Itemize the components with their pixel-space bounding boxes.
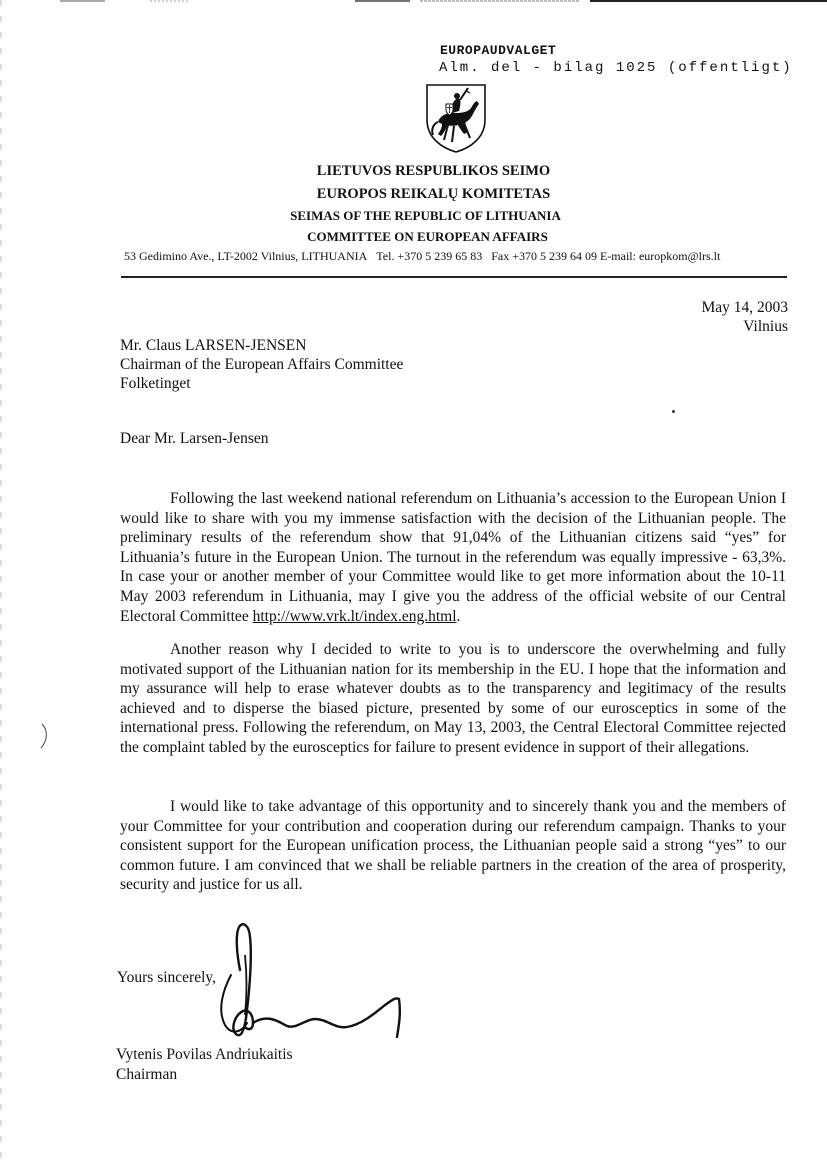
- letter-date: May 14, 2003: [701, 299, 788, 316]
- recipient-block: [120, 336, 403, 393]
- letter-place: Vilnius: [743, 318, 788, 335]
- letterhead-address-line: [124, 249, 720, 264]
- electoral-committee-link[interactable]: http://www.vrk.lt/index.eng.html: [252, 607, 457, 625]
- recipient-title: Chairman of the European Affairs Committee: [120, 356, 404, 373]
- margin-hole-mark: [38, 722, 52, 750]
- recipient-organization: Folketinget: [120, 375, 191, 392]
- body-paragraph-2: Another reason why I decided to write to you is to underscore the overwhelming and fully motivated support of the Lithuanian nation for its membership in the EU. I hope that the information and my assurance will help to erase whatever doubts as to the transparency and legitimacy of the results achieved and to disperse the biased picture, presented by some of our eurosceptics in some of the international press. Following the referendum, on May 13, 2003, the Central Electoral Committee rejected the complaint tabled by the eurosceptics for failure to present evidence in support of their allegations.: [120, 641, 786, 756]
- body-paragraph-1-text: Following the last weekend national referendum on Lithuania’s accession to the European Union I would like to share with you my immense satisfaction with the decision of the Lithuanian people. The preliminary results of the referendum show that 91,04% of the Lithuanian citizens said “yes” for Lithuania’s future in the European Union. The turnout in the referendum was equally impressive - 63,3%. In case your or another member of your Committee would like to get more information about the 10-11 May 2003 referendum in Lithuania, may I give you the address of the official website of our Central Electoral Committee: [120, 490, 786, 625]
- letterhead-line-lithuanian-parliament: LIETUVOS RESPUBLIKOS SEIMO: [316, 163, 551, 179]
- scan-edge-artifact: [0, 0, 827, 6]
- letterhead-line-english-parliament: SEIMAS OF THE REPUBLIC OF LITHUANIA: [290, 208, 561, 223]
- archive-stamp-title: EUROPAUDVALGET: [440, 43, 557, 58]
- signer-name: Vytenis Povilas Andriukaitis: [116, 1046, 293, 1063]
- salutation: Dear Mr. Larsen-Jensen: [120, 430, 269, 447]
- letter-date-block: [701, 298, 788, 336]
- recipient-name: Mr. Claus LARSEN-JENSEN: [120, 337, 307, 354]
- archive-stamp-reference: Alm. del - bilag 1025 (offentligt): [439, 60, 793, 76]
- body-paragraph-1: [120, 489, 786, 626]
- telephone: Tel. +370 5 239 65 83: [376, 249, 483, 263]
- letterhead-line-english-committee: COMMITTEE ON EUROPEAN AFFAIRS: [307, 229, 548, 244]
- body-paragraph-1-end: .: [456, 607, 461, 625]
- postal-address: 53 Gedimino Ave., LT-2002 Vilnius, LITHUANIA: [124, 249, 368, 263]
- signer-title: Chairman: [116, 1066, 178, 1083]
- body-paragraph-3: I would like to take advantage of this opportunity and to sincerely thank you and the members of your Committee for your contribution and cooperation during our referendum campaign. Thanks to your consistent support for the European unification process, the Lithuanian people said a strong “yes” to our common future. I am convinced that we shall be reliable partners in the creation of the area of prosperity, security and justice for us all.: [120, 798, 786, 894]
- letterhead-divider: [121, 276, 787, 278]
- letterhead-line-lithuanian-committee: EUROPOS REIKALŲ KOMITETAS: [316, 186, 551, 202]
- scan-left-edge-artifact: [0, 0, 6, 1163]
- fax-email: Fax +370 5 239 64 09 E-mail: europkom@lrs.lt: [491, 249, 721, 263]
- signer-block: [116, 1045, 293, 1085]
- scan-speck: [672, 410, 675, 413]
- handwritten-signature: [195, 915, 410, 1065]
- lithuanian-vytis-coat-of-arms-icon: [424, 82, 488, 154]
- closing: Yours sincerely,: [117, 969, 217, 986]
